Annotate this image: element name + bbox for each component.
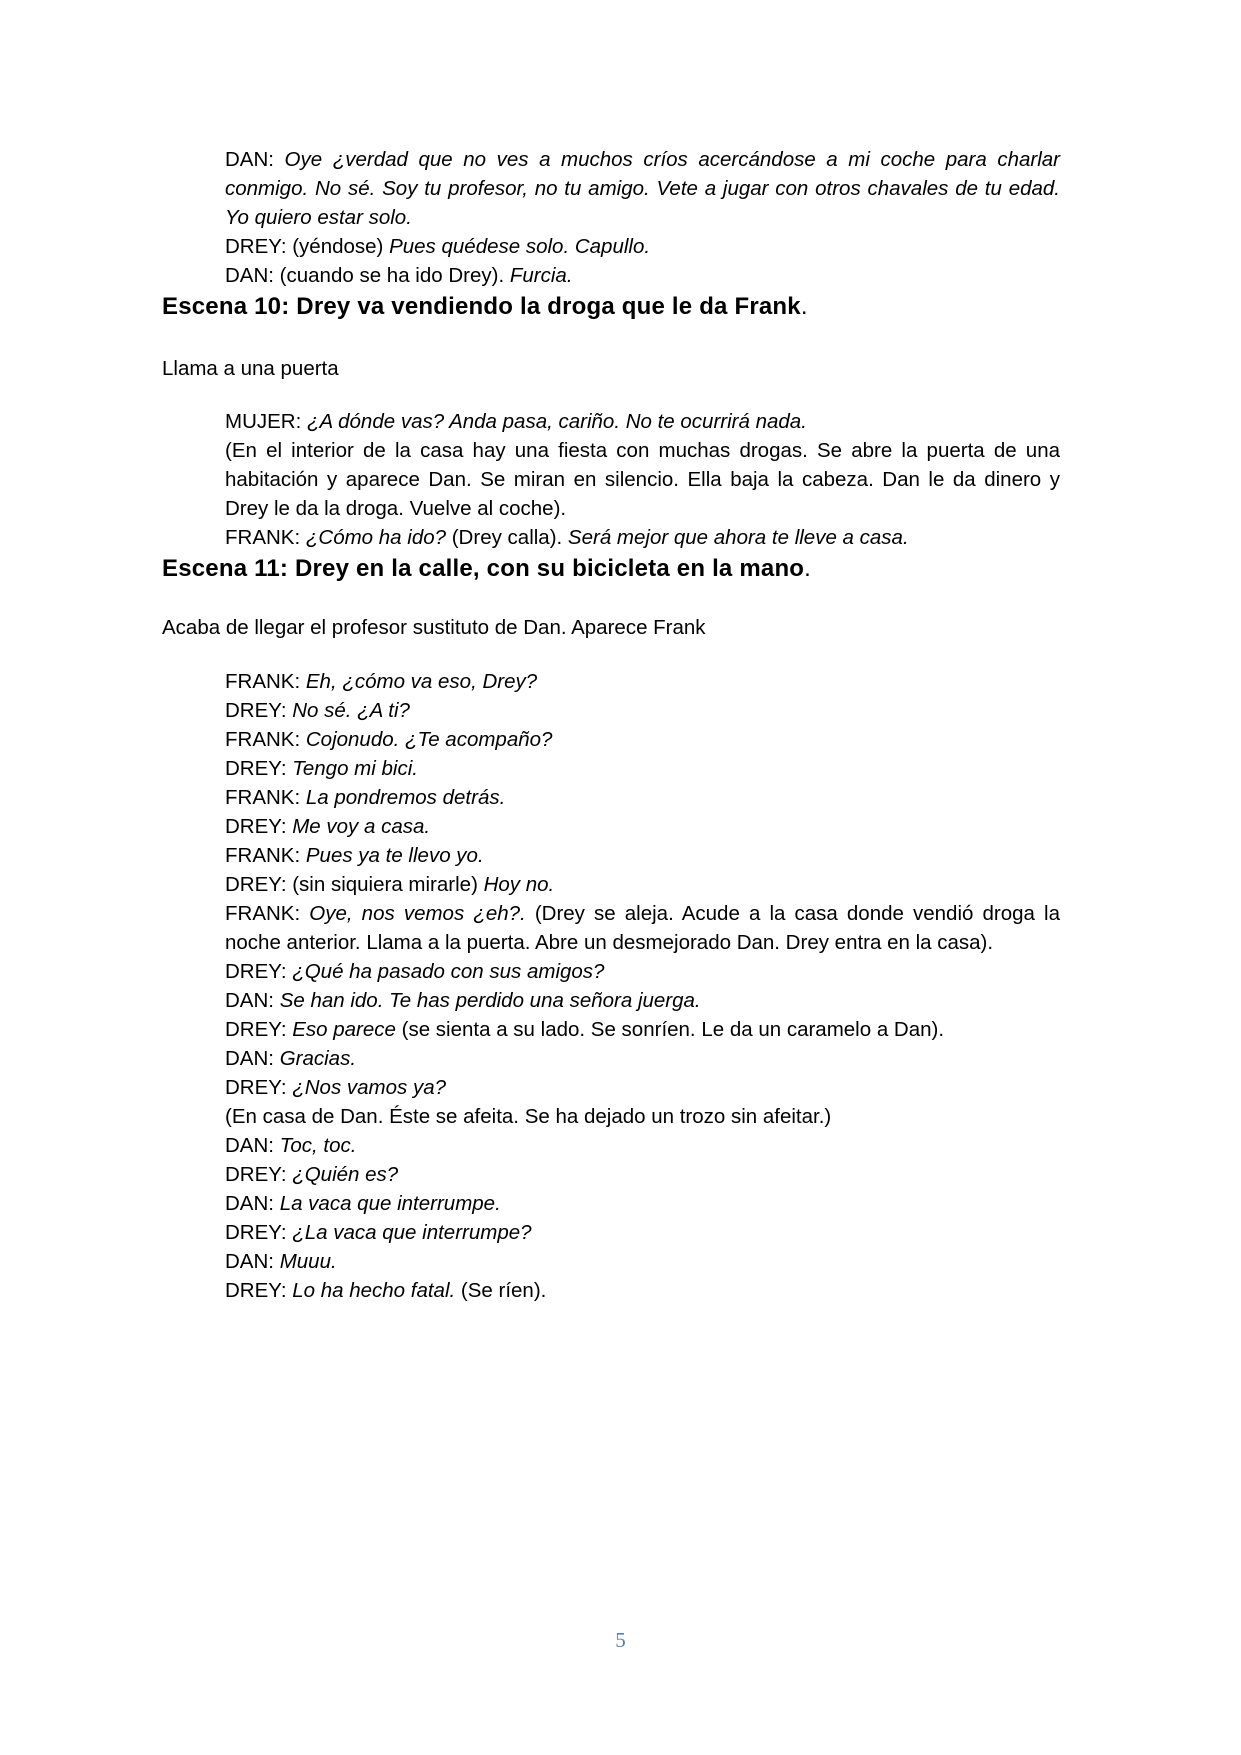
- text-segment: La vaca que interrumpe.: [279, 1192, 501, 1215]
- text-segment: Pues ya te llevo yo.: [305, 844, 484, 867]
- text-segment: (En el interior de la casa hay una fiesta con muchas drogas. Se abre la puerta de una habitación y aparece Dan. Se miran en silencio. Ella baja la cabeza. Dan le da dinero y Drey le da la droga. Vuelve al coche).: [225, 439, 1060, 520]
- page-number: 5: [615, 1628, 626, 1652]
- text-segment: MUJER:: [225, 410, 307, 433]
- script-line: [225, 899, 1060, 957]
- text-segment: La pondremos detrás.: [305, 786, 506, 809]
- text-segment: Eso parece: [292, 1018, 402, 1041]
- dialogue-block-scene-9: [162, 145, 1060, 290]
- text-segment: (se sienta a su lado. Se sonríen. Le da un caramelo a Dan).: [401, 1018, 945, 1041]
- text-segment: FRANK:: [225, 844, 306, 867]
- text-segment: (Drey calla).: [451, 526, 568, 549]
- stage-direction: [162, 613, 1060, 642]
- text-segment: No sé. ¿A ti?: [292, 699, 410, 722]
- text-segment: .: [800, 293, 808, 320]
- text-segment: Pues quédese solo. Capullo.: [389, 235, 651, 258]
- text-segment: Lo ha hecho fatal.: [292, 1279, 461, 1302]
- text-segment: FRANK:: [225, 902, 310, 925]
- scene-11-setting: [162, 613, 1060, 642]
- text-segment: Oye, nos vemos ¿eh?.: [309, 902, 535, 925]
- text-segment: DAN:: [225, 1134, 280, 1157]
- script-line: [225, 957, 1060, 986]
- text-segment: Cojonudo. ¿Te acompaño?: [305, 728, 553, 751]
- script-line: [225, 1102, 1060, 1131]
- text-segment: DREY:: [225, 815, 293, 838]
- text-segment: DREY:: [225, 1163, 293, 1186]
- script-line: [225, 1189, 1060, 1218]
- text-segment: (Drey se aleja. Acude a la casa donde vendió droga la noche anterior. Llama a la puerta. Abre un desmejorado Dan. Drey entra en la casa).: [225, 902, 1060, 954]
- script-line: [225, 1218, 1060, 1247]
- script-line: [225, 232, 1060, 261]
- script-line: [225, 725, 1060, 754]
- script-line: [225, 841, 1060, 870]
- text-segment: Acaba de llegar el profesor sustituto de Dan. Aparece Frank: [162, 616, 706, 639]
- text-segment: ¿La vaca que interrumpe?: [292, 1221, 532, 1244]
- script-line: [225, 1276, 1060, 1305]
- text-segment: ¿Quién es?: [292, 1163, 399, 1186]
- text-segment: FRANK:: [225, 670, 306, 693]
- text-segment: Me voy a casa.: [292, 815, 431, 838]
- script-line: [225, 1131, 1060, 1160]
- text-segment: ¿Cómo ha ido?: [305, 526, 452, 549]
- text-segment: DREY:: [225, 1221, 293, 1244]
- script-content: [162, 145, 1060, 1305]
- text-segment: DAN:: [225, 148, 285, 171]
- text-segment: Tengo mi bici.: [292, 757, 418, 780]
- script-line: [225, 986, 1060, 1015]
- scene-11-heading: [162, 552, 1060, 585]
- text-segment: FRANK:: [225, 526, 306, 549]
- text-segment: ¿A dónde vas? Anda pasa, cariño. No te ocurrirá nada.: [307, 410, 807, 433]
- text-segment: DAN:: [225, 1047, 280, 1070]
- text-segment: DREY:: [225, 960, 293, 983]
- script-line: [225, 1247, 1060, 1276]
- script-line: [225, 407, 1060, 436]
- text-segment: Gracias.: [279, 1047, 357, 1070]
- text-segment: Se han ido. Te has perdido una señora juerga.: [279, 989, 701, 1012]
- text-segment: Muuu.: [279, 1250, 337, 1273]
- script-line: [225, 667, 1060, 696]
- dialogue-block-scene-11: [162, 667, 1060, 1305]
- text-segment: DREY:: [225, 1279, 293, 1302]
- script-line: [225, 754, 1060, 783]
- script-line: [225, 523, 1060, 552]
- script-line: [225, 812, 1060, 841]
- scene-10-heading: [162, 290, 1060, 323]
- text-segment: ¿Qué ha pasado con sus amigos?: [292, 960, 605, 983]
- text-segment: Oye ¿verdad que no ves a muchos críos acercándose a mi coche para charlar conmigo. No sé. Soy tu profesor, no tu amigo. Vete a jugar con otros chavales de tu edad. Yo quiero estar solo.: [225, 148, 1060, 229]
- text-segment: DREY: (yéndose): [225, 235, 390, 258]
- text-segment: DREY:: [225, 1018, 293, 1041]
- text-segment: DREY:: [225, 1076, 293, 1099]
- text-segment: Furcia.: [509, 264, 573, 287]
- text-segment: (En casa de Dan. Éste se afeita. Se ha dejado un trozo sin afeitar.): [225, 1105, 832, 1128]
- script-line: [225, 783, 1060, 812]
- script-line: [225, 261, 1060, 290]
- text-segment: DAN: (cuando se ha ido Drey).: [225, 264, 510, 287]
- page-footer: [0, 1628, 1241, 1652]
- text-segment: FRANK:: [225, 728, 306, 751]
- text-segment: Escena 10: Drey va vendiendo la droga que le da Frank: [162, 293, 801, 320]
- text-segment: (Se ríen).: [460, 1279, 547, 1302]
- script-line: [225, 696, 1060, 725]
- script-line: [225, 436, 1060, 523]
- script-line: [225, 1044, 1060, 1073]
- text-segment: Escena 11: Drey en la calle, con su bicicleta en la mano: [162, 555, 805, 582]
- text-segment: DAN:: [225, 989, 280, 1012]
- text-segment: Eh, ¿cómo va eso, Drey?: [305, 670, 538, 693]
- script-line: [225, 1073, 1060, 1102]
- script-line: [225, 1015, 1060, 1044]
- scene-10-setting: [162, 354, 1060, 383]
- text-segment: FRANK:: [225, 786, 306, 809]
- text-segment: Toc, toc.: [279, 1134, 357, 1157]
- text-segment: ¿Nos vamos ya?: [292, 1076, 447, 1099]
- text-segment: DAN:: [225, 1250, 280, 1273]
- text-segment: Hoy no.: [483, 873, 555, 896]
- stage-direction: [162, 354, 1060, 383]
- script-line: [225, 1160, 1060, 1189]
- text-segment: DREY:: [225, 699, 293, 722]
- text-segment: DREY: (sin siquiera mirarle): [225, 873, 484, 896]
- script-line: [225, 870, 1060, 899]
- text-segment: Llama a una puerta: [162, 357, 339, 380]
- dialogue-block-scene-10: [162, 407, 1060, 552]
- text-segment: DREY:: [225, 757, 293, 780]
- script-line: [225, 145, 1060, 232]
- text-segment: DAN:: [225, 1192, 280, 1215]
- text-segment: Será mejor que ahora te lleve a casa.: [567, 526, 909, 549]
- text-segment: .: [804, 555, 812, 582]
